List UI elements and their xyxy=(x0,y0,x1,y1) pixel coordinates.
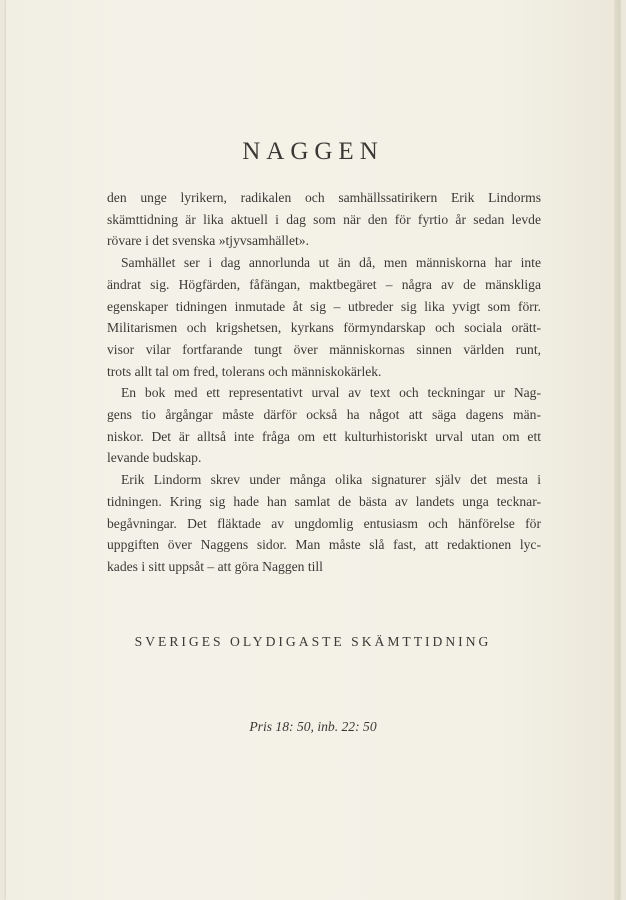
paragraph-3 xyxy=(107,382,541,469)
text-line: gens tio årgångar måste därför också ha något att säga dagens män- xyxy=(107,407,541,423)
paragraph-4 xyxy=(107,469,541,578)
text-line: Samhället ser i dag annorlunda ut än då, men människorna har inte xyxy=(121,255,541,271)
page-edge xyxy=(614,0,620,900)
text-line: ändrat sig. Högfärden, fåfängan, maktbegäret – några av de mänskliga xyxy=(107,276,541,292)
paragraph-1 xyxy=(107,187,541,252)
text-line: egenskaper tidningen inmutade åt sig – utbreder sig lika yvigt som förr. xyxy=(107,298,541,314)
page-title: NAGGEN xyxy=(242,138,384,165)
text-line: den unge lyrikern, radikalen och samhällssatirikern Erik Lindorms xyxy=(107,190,541,205)
text-line: kades i sitt uppsåt – att göra Naggen till xyxy=(107,558,323,574)
body-text xyxy=(107,187,541,578)
text-line: uppgiften över Naggens sidor. Man måste slå fast, att redaktionen lyc- xyxy=(107,537,541,553)
price-line: Pris 18: 50, inb. 22: 50 xyxy=(249,719,377,734)
text-line: visor vilar fortfarande tungt över människornas sinnen världen runt, xyxy=(107,341,541,357)
paragraph-2 xyxy=(107,252,541,382)
text-line: begåvningar. Det fläktade av ungdomlig entusiasm och hänförelse för xyxy=(107,515,541,531)
motto-heading: SVERIGES OLYDIGASTE SKÄMTTIDNING xyxy=(134,634,492,649)
text-line: niskor. Det är alltså inte fråga om ett kulturhistoriskt urval utan om ett xyxy=(107,428,541,444)
text-line: En bok med ett representativt urval av text och teckningar ur Nag- xyxy=(121,385,541,401)
text-line: skämttidning är lika aktuell i dag som när den för fyrtio år sedan levde xyxy=(107,211,541,227)
text-line: Militarismen och krigshetsen, kyrkans förmyndarskap och sociala orätt- xyxy=(107,320,541,336)
text-line: Erik Lindorm skrev under många olika signaturer själv det mesta i xyxy=(121,472,541,488)
text-line: rövare i det svenska »tjyvsamhället». xyxy=(107,233,309,249)
text-line: levande budskap. xyxy=(107,450,202,466)
text-line: trots allt tal om fred, tolerans och människokärlek. xyxy=(107,363,382,379)
text-line: tidningen. Kring sig hade han samlat de bästa av landets unga tecknar- xyxy=(107,493,541,509)
